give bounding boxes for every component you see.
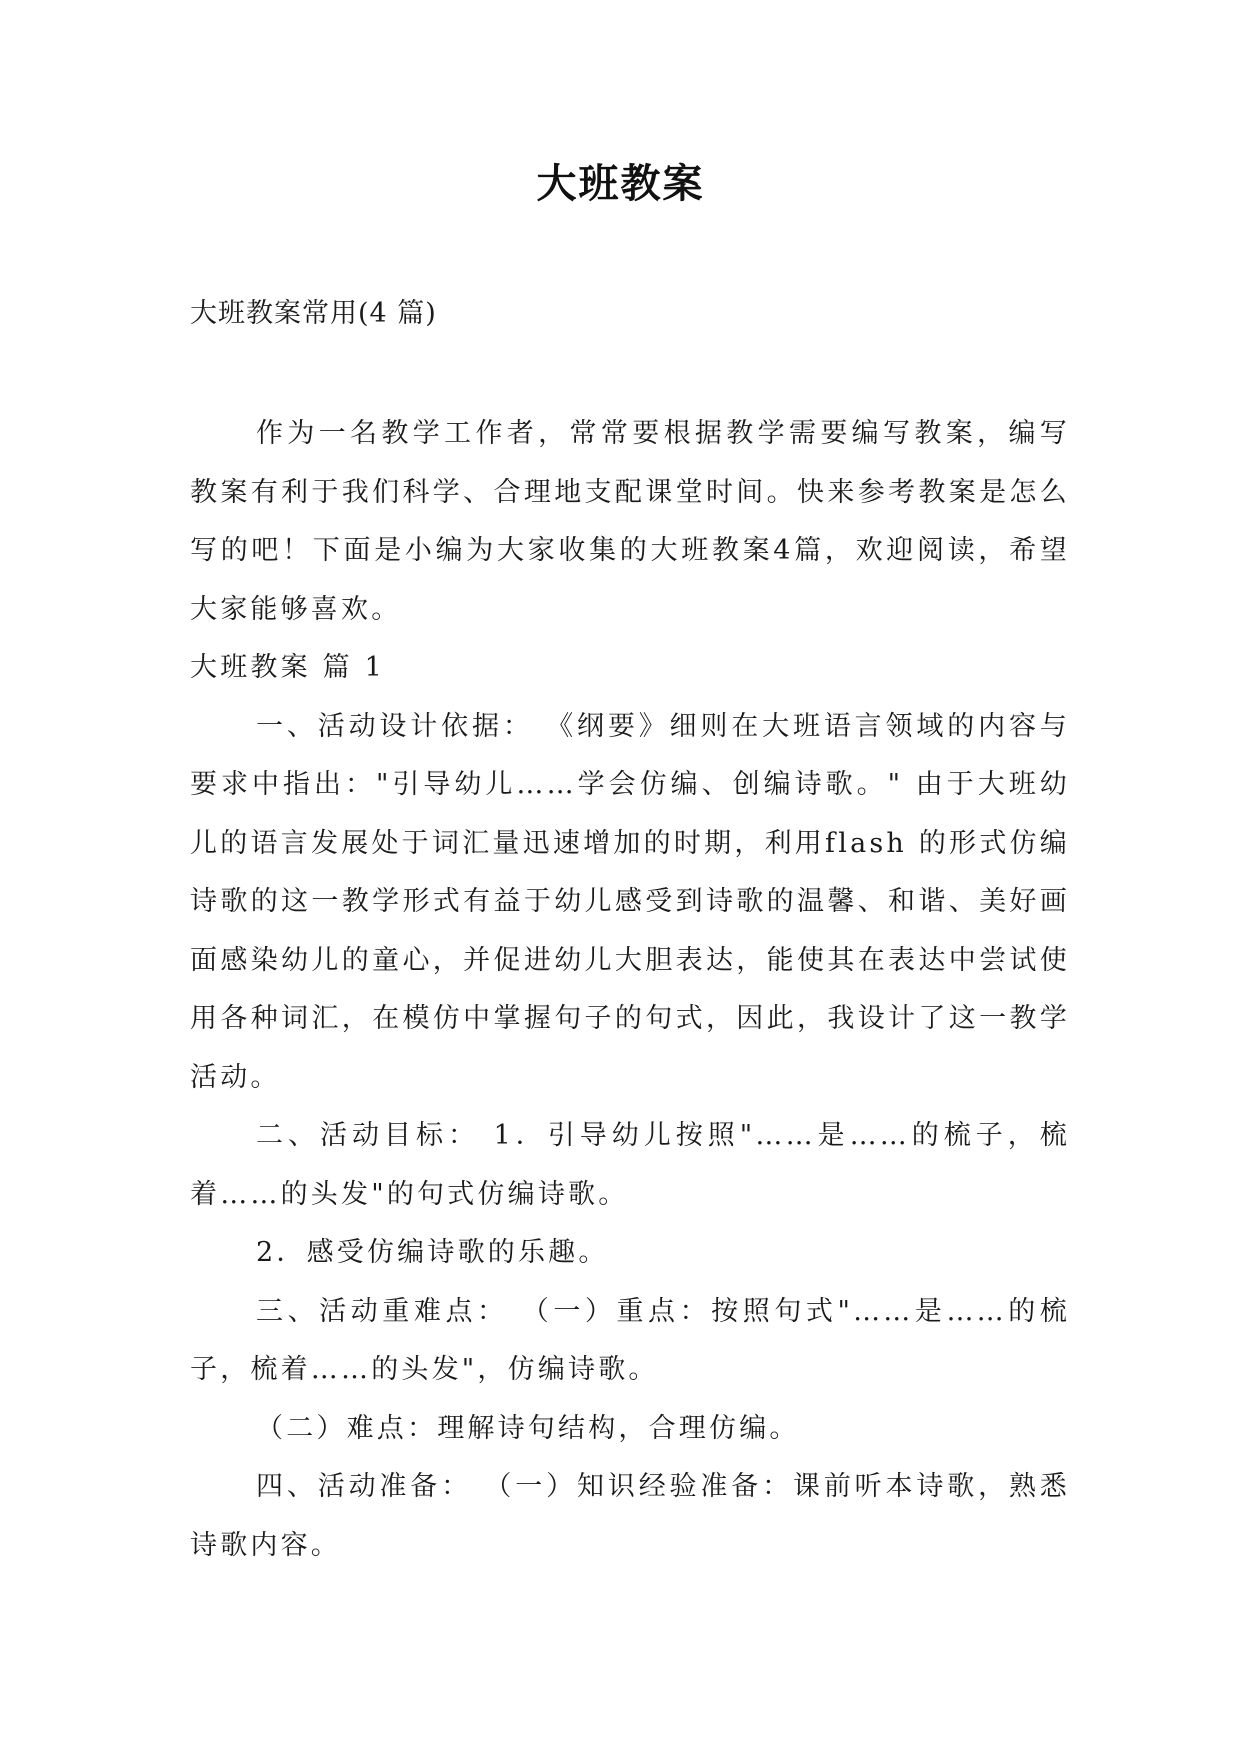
paragraph-key-points: 三、活动重难点： （一）重点：按照句式"……是……的梳子，梳着……的头发"，仿编诗歌。 [190,1295,1070,1385]
paragraph-goal-item-2: 2．感受仿编诗歌的乐趣。 [256,1237,609,1268]
paragraph-difficulty: （二）难点：理解诗句结构，合理仿编。 [256,1412,800,1444]
document-subtitle: 大班教案常用(4 篇) [190,298,437,329]
document-body [190,405,1070,1575]
document-title: 大班教案 [536,161,705,207]
paragraph-activity-goal: 二、活动目标： 1．引导幼儿按照"……是……的梳子，梳着……的头发"的句式仿编诗歌。 [190,1120,1070,1210]
section-heading: 大班教案 篇 1 [190,652,385,683]
intro-paragraph: 作为一名教学工作者，常常要根据教学需要编写教案，编写教案有利于我们科学、合理地支配课堂时间。快来参考教案是怎么写的吧！下面是小编为大家收集的大班教案4篇，欢迎阅读，希望大家能够喜欢。 [190,418,1070,625]
paragraph-design-basis: 一、活动设计依据： 《纲要》细则在大班语言领域的内容与要求中指出："引导幼儿……学会仿编、创编诗歌。" 由于大班幼儿的语言发展处于词汇量迅速增加的时期，利用flash 的形式仿编诗歌的这一教学形式有益于幼儿感受到诗歌的温馨、和谐、美好画面感染幼儿的童心，并促进幼儿大胆表达，能使其在表达中尝试使用各种词汇，在模仿中掌握句子的句式，因此，我设计了这一教学活动。 [190,710,1070,1093]
paragraph-preparation: 四、活动准备： （一）知识经验准备：课前听本诗歌，熟悉诗歌内容。 [190,1471,1070,1561]
